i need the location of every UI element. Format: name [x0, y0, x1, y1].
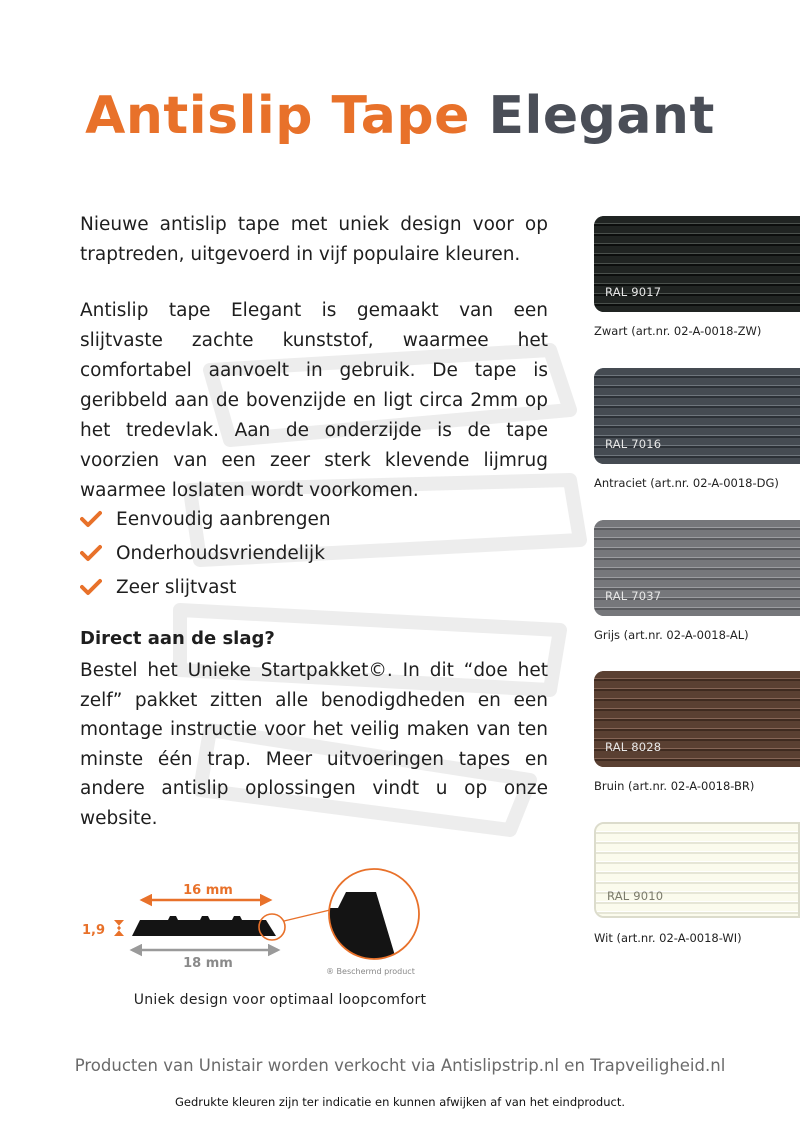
- page-title: [0, 86, 800, 146]
- swatch-white: [594, 822, 800, 918]
- swatch-ral-code: RAL 7037: [605, 589, 662, 603]
- swatch-ral-code: RAL 9010: [607, 889, 664, 903]
- dimension-bottom-label: 18 mm: [183, 956, 233, 971]
- swatch-caption: Antraciet (art.nr. 02-A-0018-DG): [594, 476, 779, 490]
- swatch-caption: Wit (art.nr. 02-A-0018-WI): [594, 931, 742, 945]
- swatch-ral-code: RAL 7016: [605, 437, 662, 451]
- swatch-grey: [594, 520, 800, 616]
- intro-paragraph-2: Antislip tape Elegant is gemaakt van een slijtvaste zachte kunststof, waarmee het comfortabel aanvoelt in gebruik. De tape is geribbeld aan de bovenzijde en ligt circa 2mm op het tredevlak. Aan de onderzijde is de tape voorzien van een zeer sterk klevende lijmrug waarmee loslaten wordt voorkomen.: [80, 300, 548, 501]
- swatch-ral-code: RAL 9017: [605, 285, 662, 299]
- cta-body: Bestel het Unieke Startpakket©. In dit “doe het zelf” pakket zitten alle benodigdheden en een montage instructie voor het veilig maken van ten minste één trap. Meer uitvoeringen tapes en andere antislip oplossingen vindt u op onze website.: [80, 660, 548, 829]
- feature-label: Onderhoudsvriendelijk: [116, 542, 325, 564]
- magnify-connector: [284, 910, 330, 921]
- profile-diagram: [76, 858, 446, 986]
- check-icon: [80, 578, 116, 596]
- swatch-brown: [594, 671, 800, 767]
- protected-label: ® Beschermd product: [326, 967, 415, 976]
- feature-list: [80, 502, 331, 604]
- feature-item: [80, 570, 331, 604]
- swatch-ral-code: RAL 8028: [605, 740, 662, 754]
- swatch-black: [594, 216, 800, 312]
- swatch-caption: Grijs (art.nr. 02-A-0018-AL): [594, 628, 749, 642]
- title-part-variant: Elegant: [488, 86, 715, 146]
- title-part-product: Antislip Tape: [85, 86, 470, 146]
- cta-heading: Direct aan de slag?: [80, 628, 275, 649]
- check-icon: [80, 544, 116, 562]
- feature-item: [80, 536, 331, 570]
- swatch-anthracite: [594, 368, 800, 464]
- height-marker-icon: [114, 920, 124, 936]
- feature-item: [80, 502, 331, 536]
- footer-disclaimer: Gedrukte kleuren zijn ter indicatie en kunnen afwijken af van het eindproduct.: [174, 1095, 626, 1109]
- feature-label: Zeer slijtvast: [116, 576, 237, 598]
- tape-profile: [132, 916, 276, 936]
- swatch-caption: Bruin (art.nr. 02-A-0018-BR): [594, 779, 755, 793]
- dimension-top-label: 16 mm: [183, 883, 233, 898]
- check-icon: [80, 510, 116, 528]
- dimension-height-label: 1,9: [82, 923, 106, 938]
- feature-label: Eenvoudig aanbrengen: [116, 508, 331, 530]
- swatch-caption: Zwart (art.nr. 02-A-0018-ZW): [594, 324, 762, 338]
- intro-paragraph-1: Nieuwe antislip tape met uniek design voor op traptreden, uitgevoerd in vijf populaire kleuren.: [80, 214, 548, 265]
- footer-sales-note: Producten van Unistair worden verkocht via Antislipstrip.nl en Trapveiligheid.nl: [74, 1056, 726, 1075]
- diagram-caption: Uniek design voor optimaal loopcomfort: [133, 992, 427, 1008]
